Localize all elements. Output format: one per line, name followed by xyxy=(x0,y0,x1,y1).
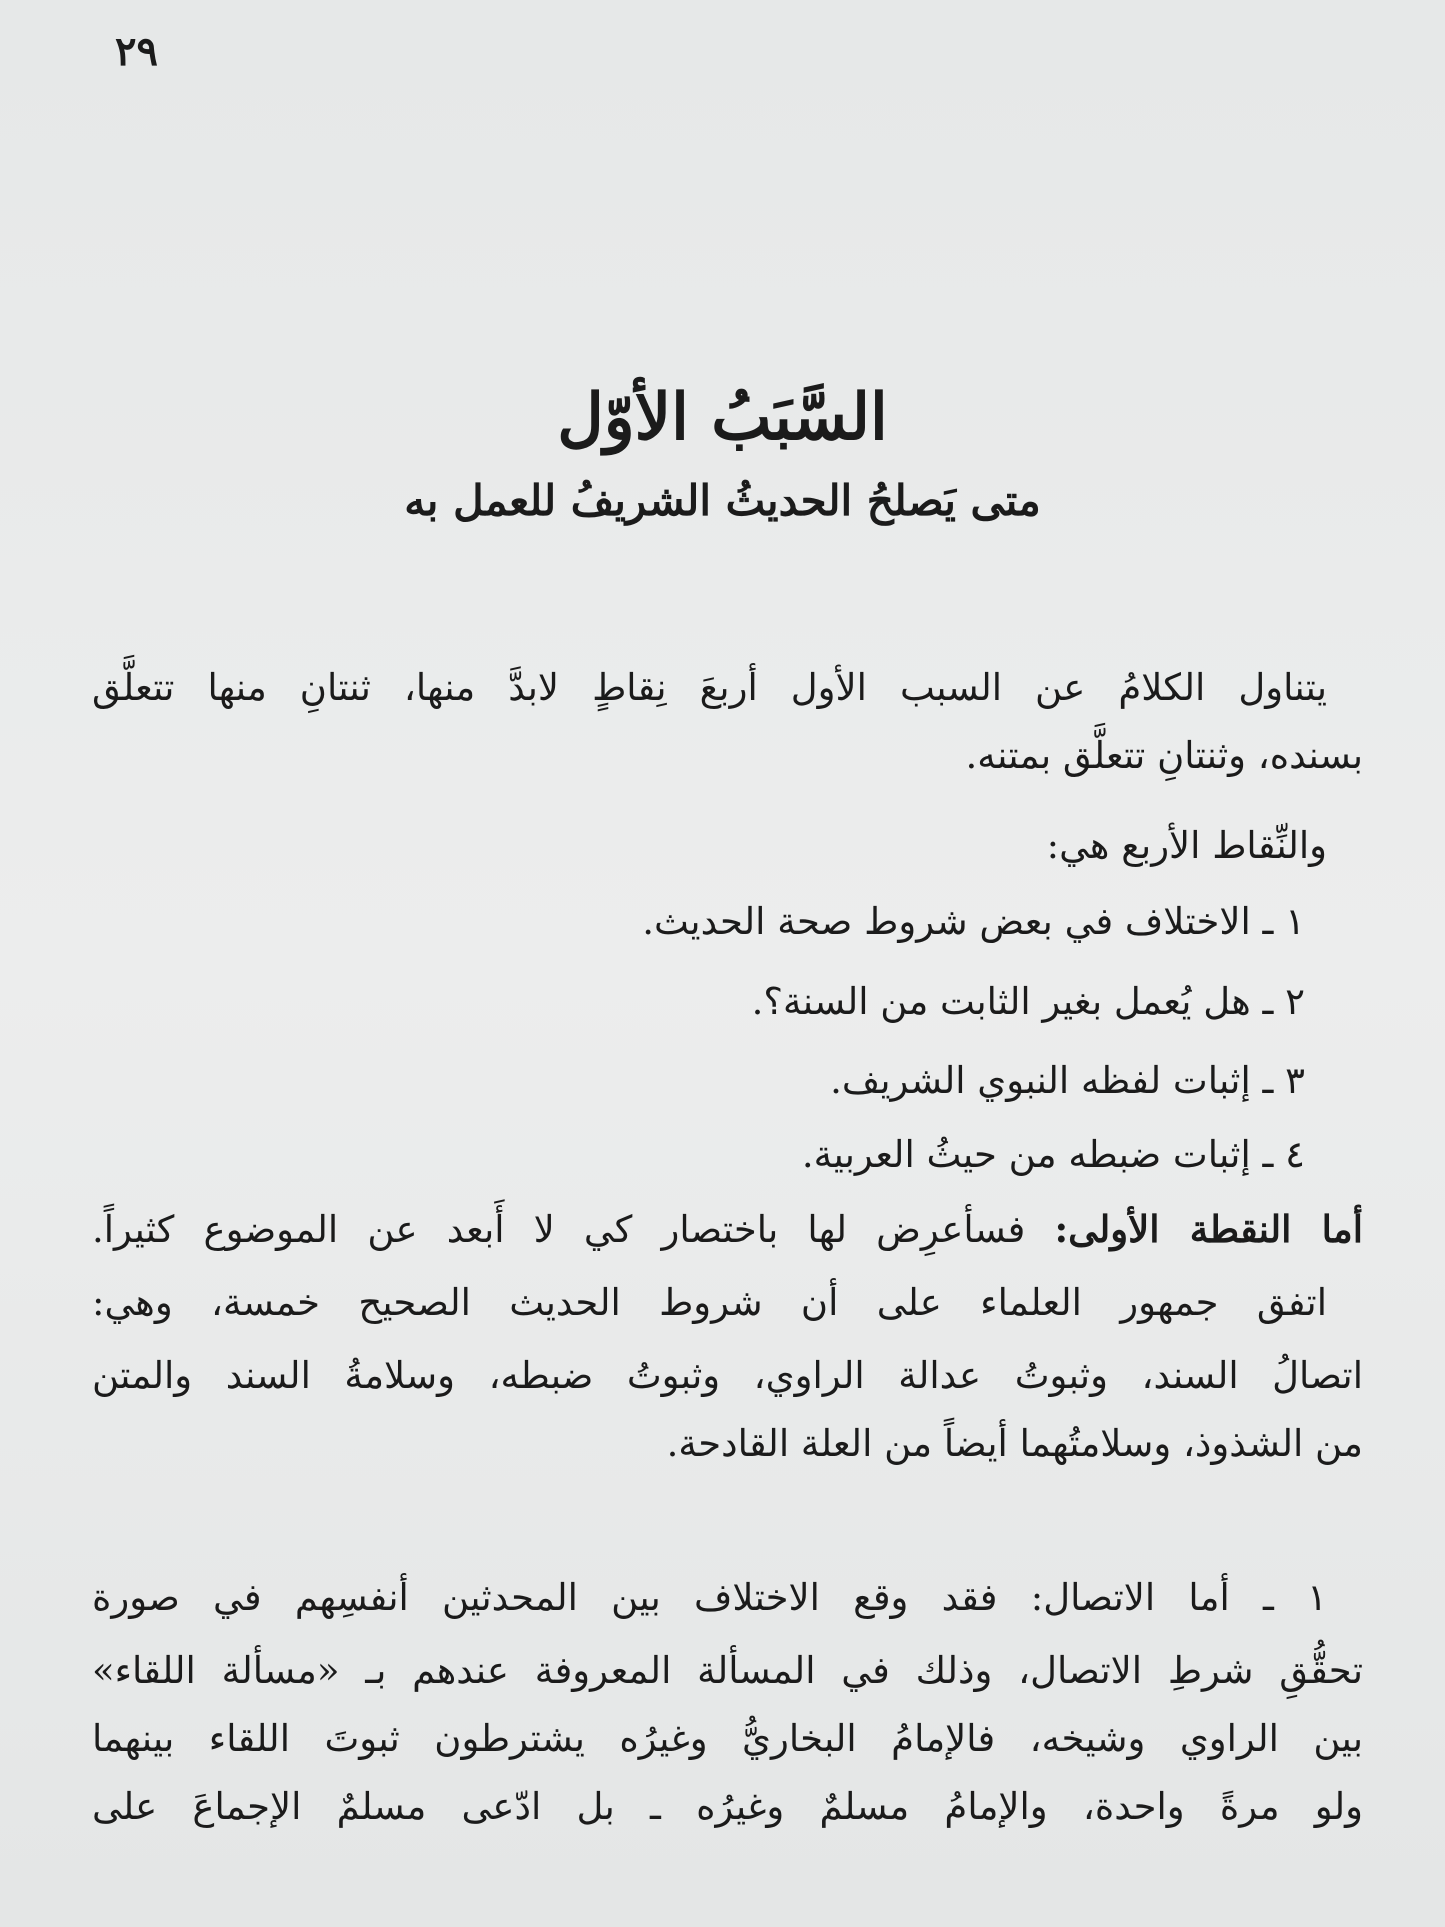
paragraph-line: اتفق جمهور العلماء على أن شروط الحديث الصحيح خمسة، وهي: xyxy=(92,1281,1327,1324)
paragraph-line: اتصالُ السند، وثبوتُ عدالة الراوي، وثبوتُ ضبطه، وسلامةُ السند والمتن xyxy=(92,1354,1363,1397)
chapter-subtitle: متى يَصلحُ الحديثُ الشريفُ للعمل به xyxy=(404,476,1041,525)
paragraph-line: ولو مرةً واحدة، والإمامُ مسلمٌ وغيرُه ـ بل ادّعى مسلمٌ الإجماعَ على xyxy=(92,1785,1363,1828)
list-item: ١ ـ الاختلاف في بعض شروط صحة الحديث. xyxy=(642,900,1305,943)
ittisal-label: ١ ـ أما الاتصال: xyxy=(1030,1576,1327,1619)
first-point-label: أما النقطة الأولى: xyxy=(1054,1207,1364,1251)
page-number: ٢٩ xyxy=(115,28,158,75)
list-item: ٣ ـ إثبات لفظه النبوي الشريف. xyxy=(830,1059,1305,1102)
first-point-line xyxy=(92,1205,1363,1253)
paragraph-line: يتناول الكلامُ عن السبب الأول أربعَ نِقاطٍ لابدَّ منها، ثنتانِ منها تتعلَّق xyxy=(92,666,1327,709)
ittisal-text: فقد وقع الاختلاف بين المحدثين أنفسِهم في صورة xyxy=(92,1576,998,1619)
paragraph-line: بسنده، وثنتانِ تتعلَّق بمتنه. xyxy=(965,734,1363,777)
paragraph-line: تحقُّقِ شرطِ الاتصال، وذلك في المسألة المعروفة عندهم بـ «مسألة اللقاء» xyxy=(92,1649,1363,1692)
chapter-title: السَّبَبُ الأوّل xyxy=(557,380,888,455)
paragraph-line: من الشذوذ، وسلامتُهما أيضاً من العلة القادحة. xyxy=(666,1422,1363,1465)
paragraph-line xyxy=(92,1574,1327,1622)
list-item: ٢ ـ هل يُعمل بغير الثابت من السنة؟. xyxy=(751,980,1305,1023)
first-point-text: فسأعرِض لها باختصار كي لا أَبعد عن الموضوع كثيراً. xyxy=(92,1208,1026,1251)
paragraph-line: بين الراوي وشيخه، فالإمامُ البخاريُّ وغيرُه يشترطون ثبوتَ اللقاء بينهما xyxy=(92,1717,1363,1760)
list-item: ٤ ـ إثبات ضبطه من حيثُ العربية. xyxy=(801,1133,1305,1176)
points-lead: والنِّقاط الأربع هي: xyxy=(1046,824,1327,867)
